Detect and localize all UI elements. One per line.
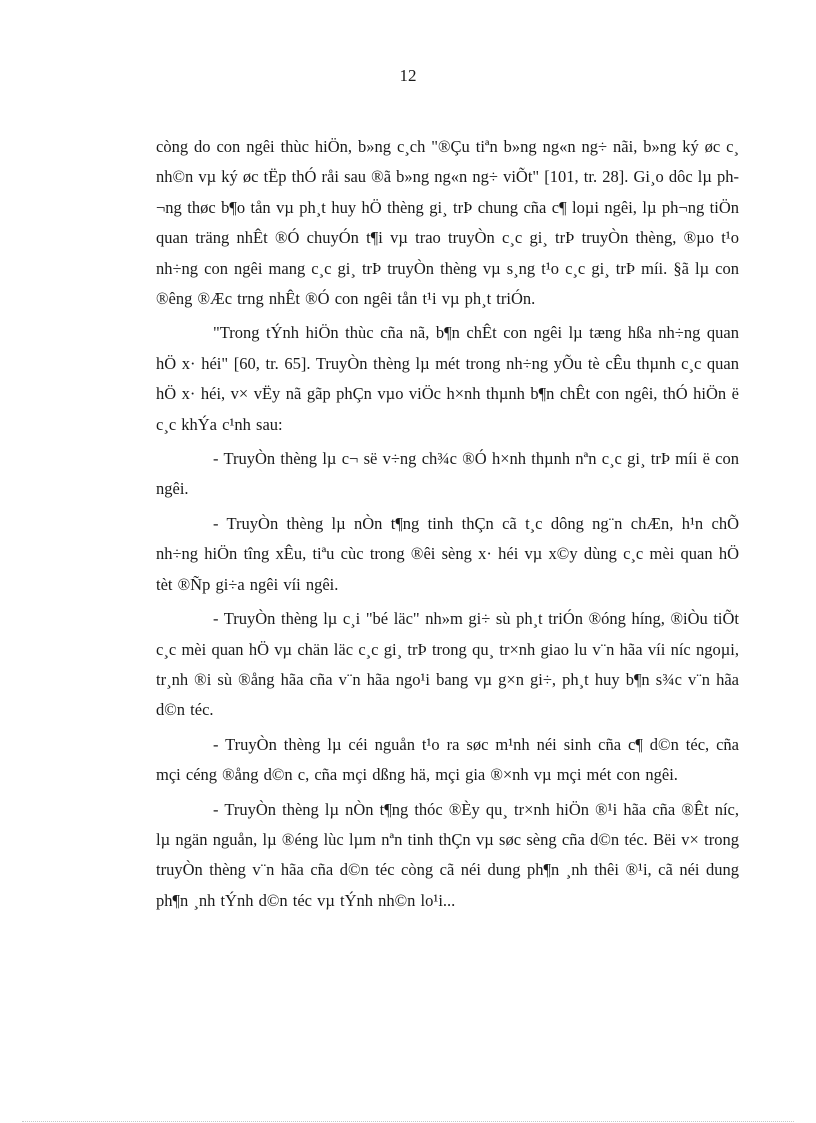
bullet-paragraph-source-of-strength: - TruyÒn thèng lµ céi nguån t¹o ra søc m¹nh néi sinh cña c¶ d©n téc, cña mçi céng ®ång d©n c, cña mçi dßng hä, mçi gia ®×nh vµ mçi mét con ngêi. — [156, 734, 739, 785]
bullet-paragraph-new-values: - TruyÒn thèng lµ c¬ së v÷ng ch¾c ®Ó h×nh thµnh nªn c¸c gi¸ trÞ míi ë con ngêi. — [156, 449, 739, 499]
page-bottom-divider — [22, 1121, 794, 1122]
page-number: 12 — [399, 66, 417, 85]
bullet-paragraph-spiritual-foundation: - TruyÒn thèng lµ nÒn t¶ng tinh thÇn cã t¸c dông ng¨n chÆn, h¹n chÕ nh÷ng hiÖn tîng xÊu, tiªu cùc trong ®êi sèng x· héi vµ x©y dùng c¸c mèi quan hÖ tèt ®Ñp gi÷a ngêi víi ngêi. — [156, 513, 739, 594]
paragraph-quote-human-nature: "Trong tÝnh hiÖn thùc cña nã, b¶n chÊt con ngêi lµ tæng hßa nh÷ng quan hÖ x· héi" [60, tr. 65]. TruyÒn thèng lµ mét trong nh÷ng yÕu tè cÊu thµnh c¸c quan hÖ x· héi, v× vËy nã gãp phÇn vµo viÖc h×nh thµnh b¶n chÊt con ngêi, thÓ hiÖn ë c¸c khÝa c¹nh sau: — [156, 323, 739, 434]
paragraph-continuation: còng do con ngêi thùc hiÖn, b»ng c¸ch "®Çu tiªn b»ng ng«n ng÷ nãi, b»ng ký øc c¸ nh©n vµ ký øc tËp thÓ råi sau ®ã b»ng ng«n ng÷ viÕt" [101, tr. 28]. Gi¸o dôc lµ ph¬ng thøc b¶o tån vµ ph¸t huy hÖ thèng gi¸ trÞ chung cña c¶ loµi ngêi, lµ ph¬ng tiÖn quan träng nhÊt ®Ó chuyÓn t¶i vµ trao truyÒn c¸c gi¸ trÞ truyÒn thèng, ®µo t¹o nh÷ng con ngêi mang c¸c gi¸ trÞ truyÒn thèng vµ s¸ng t¹o c¸c gi¸ trÞ míi. §ã lµ con ®êng ®Æc trng nhÊt ®Ó con ngêi tån t¹i vµ ph¸t triÓn. — [156, 137, 739, 309]
body-text — [156, 132, 739, 916]
bullet-paragraph-filter: - TruyÒn thèng lµ c¸i "bé läc" nh»m gi÷ sù ph¸t triÓn ®óng híng, ®iÒu tiÕt c¸c mèi quan hÖ vµ chän läc c¸c gi¸ trÞ trong qu¸ tr×nh giao lu v¨n hãa víi níc ngoµi, tr¸nh ®i sù ®ång hãa cña v¨n hãa ngo¹i bang vµ g×n gi÷, ph¸t huy b¶n s¾c v¨n hãa d©n téc. — [156, 609, 739, 720]
bullet-paragraph-modernization: - TruyÒn thèng lµ nÒn t¶ng thóc ®Èy qu¸ tr×nh hiÖn ®¹i hãa cña ®Êt níc, lµ ngän nguån, lµ ®éng lùc lµm nªn tinh thÇn vµ søc sèng cña d©n téc. Bëi v× trong truyÒn thèng v¨n hãa cña d©n téc còng cã néi dung ph¶n ¸nh thêi ®¹i, cã néi dung ph¶n ¸nh tÝnh d©n téc vµ tÝnh nh©n lo¹i... — [156, 799, 739, 910]
